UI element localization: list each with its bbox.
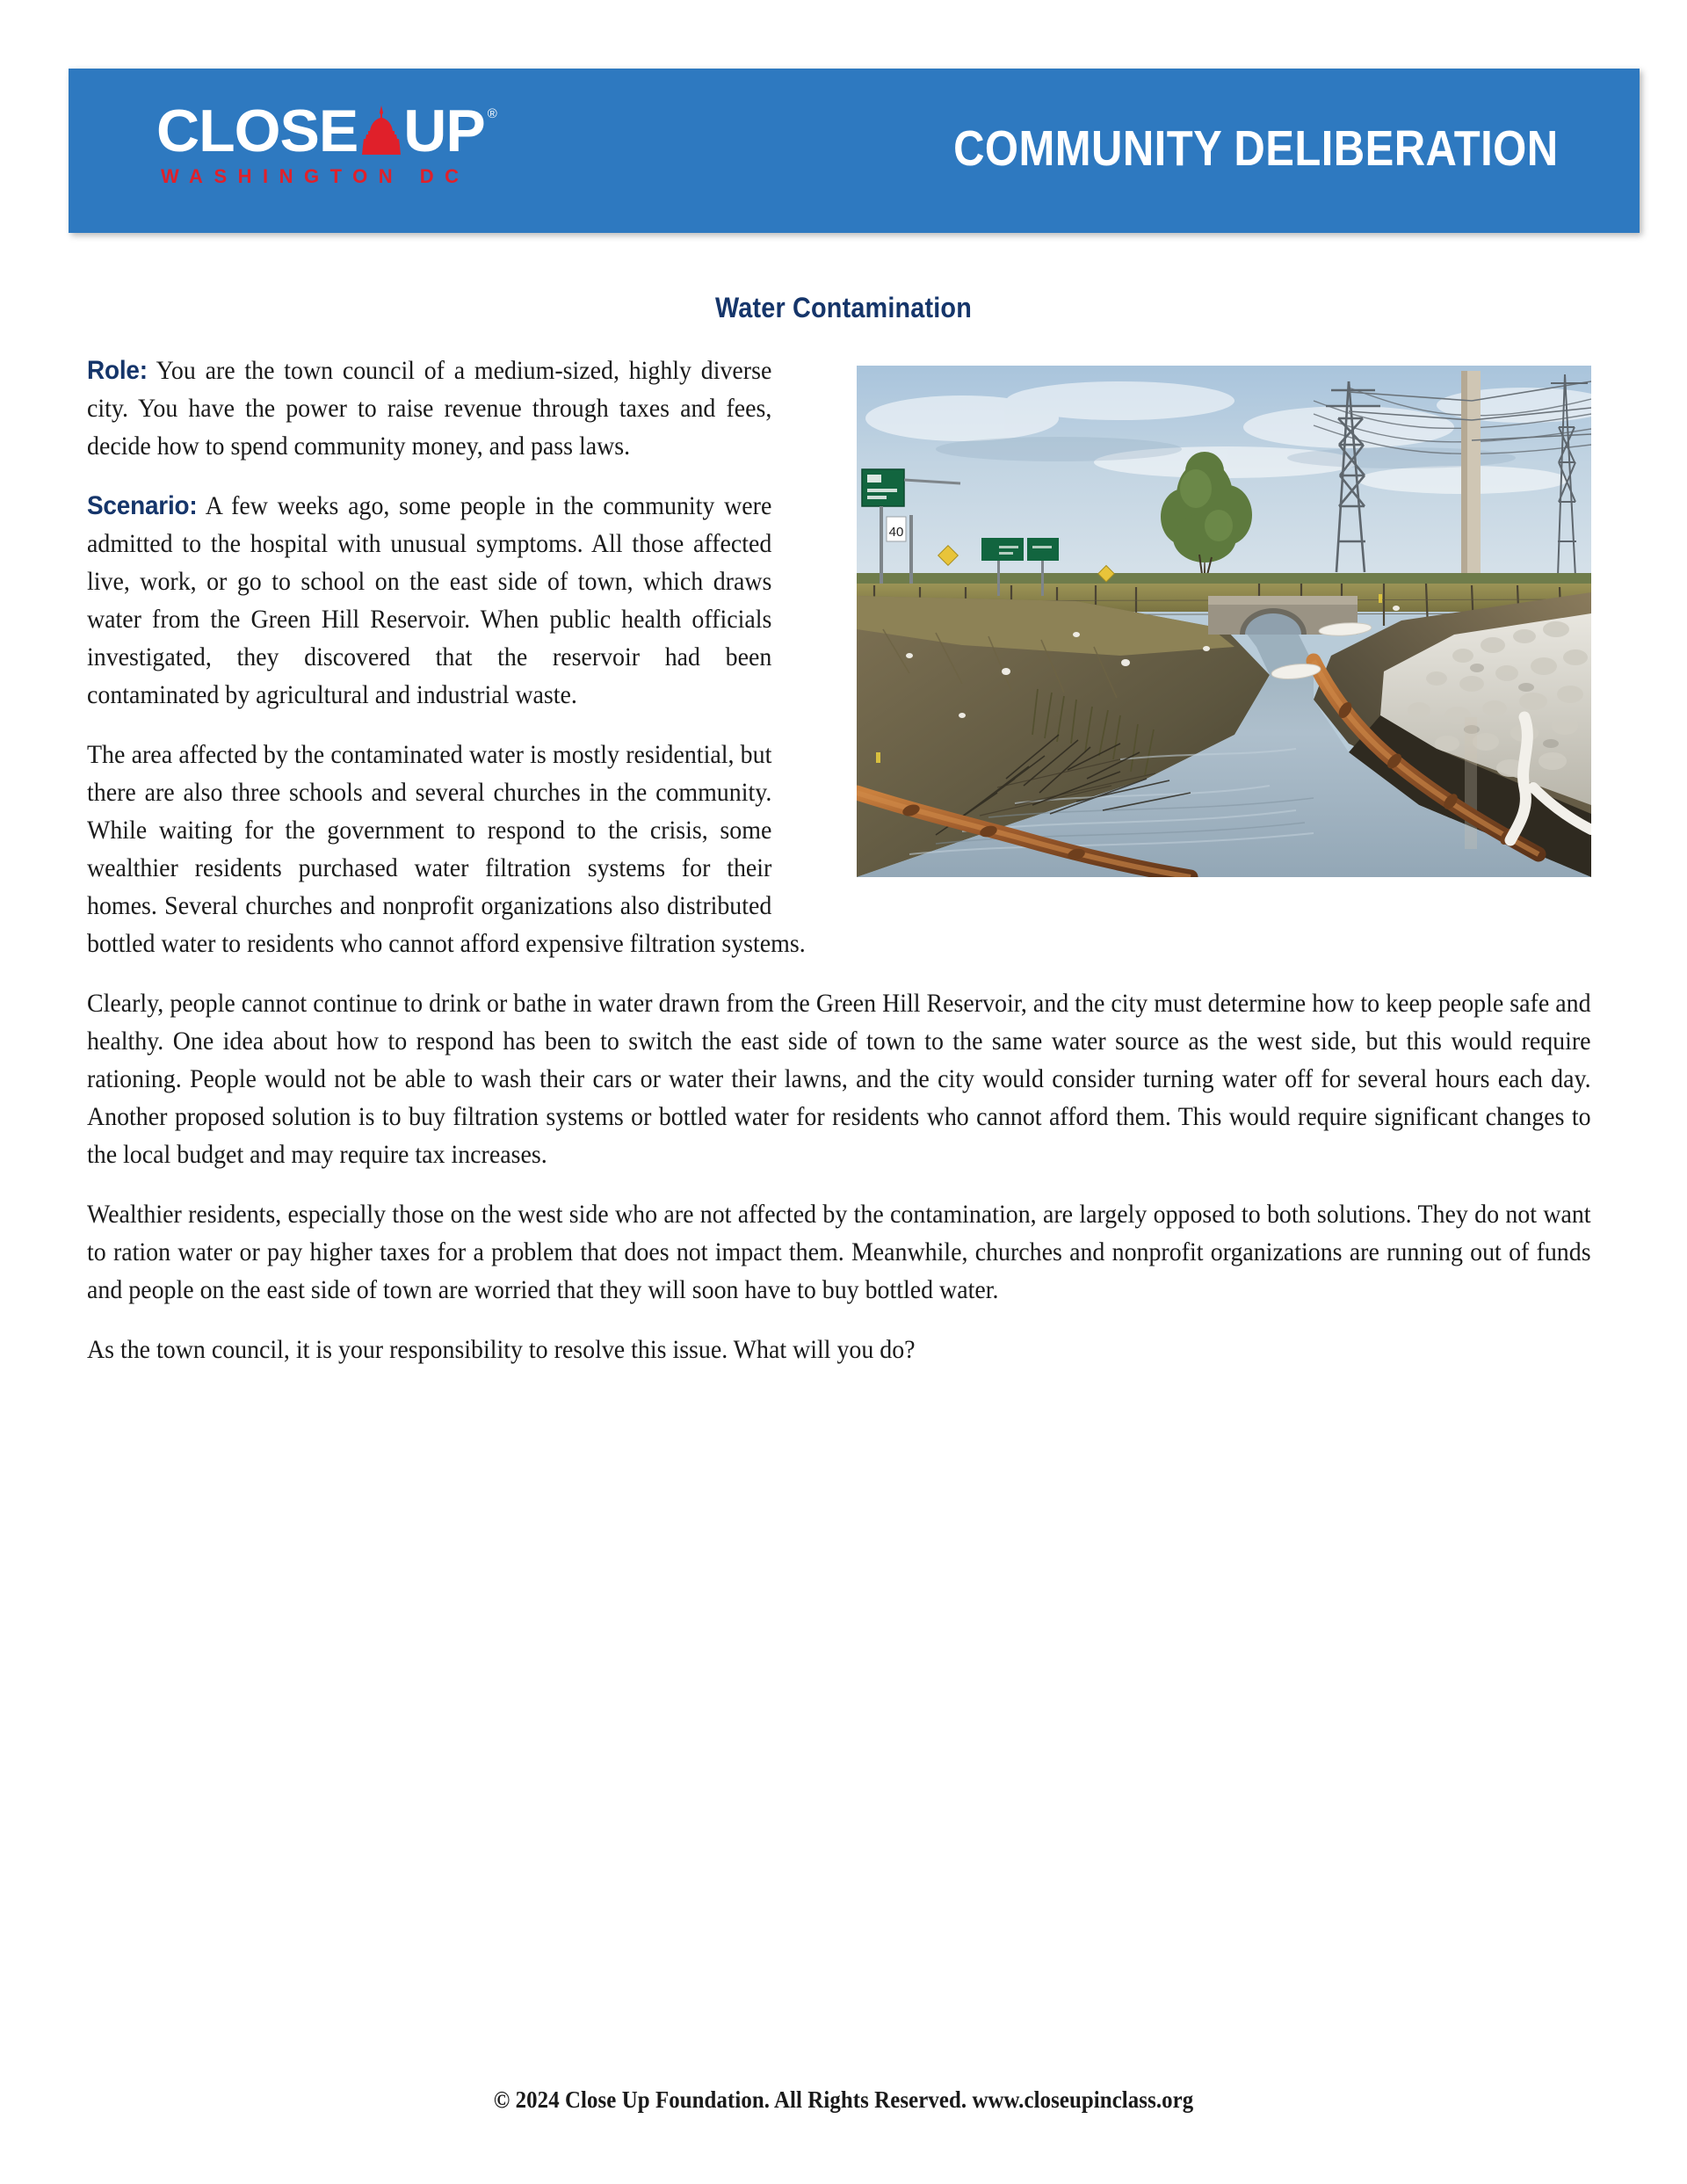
logo-word-up: UP [403, 98, 485, 164]
role-label: Role: [87, 356, 148, 385]
registered-trademark-icon: ® [487, 106, 497, 121]
svg-text:40: 40 [888, 525, 904, 540]
logo-wordmark [156, 98, 613, 164]
scenario-label: Scenario: [87, 491, 198, 520]
paragraph-4: Clearly, people cannot continue to drink or bathe in water drawn from the Green Hill Reservoir, and the city must determine how to keep people safe and healthy. One idea about how to respond has been to switch the east side of town to the same water source as the west side, but this would require rationing. People would not be able to wash their cars or water their lawns, and the city would consider turning water off for several hours each day. Another proposed solution is to buy filtration systems or bottled water for residents who cannot afford them. This would require significant changes to the local budget and may require tax increases. [87, 989, 1591, 1169]
capitol-dome-icon [361, 104, 402, 158]
paragraph-6: As the town council, it is your responsibility to resolve this issue. What will you do? [87, 1335, 916, 1364]
paragraph-3: The area affected by the contaminated water is mostly residential, but there are also three schools and several churches in the community. While waiting for the government to respond to the crisis, some wealthier residents purchased water filtration systems for their homes. Several churches and nonprofit organizations also distributed bottled water to residents who cannot afford expensive filtration systems. [87, 740, 806, 958]
scenario-text: A few weeks ago, some people in the community were admitted to the hospital with unusual symptoms. All those affected live, work, or go to school on the east side of town, which draws water from the Green Hill Reservoir. When public health officials investigated, they discovered that the reservoir had been contaminated by agricultural and industrial waste. [87, 491, 772, 709]
header-title: COMMUNITY DELIBERATION [953, 120, 1559, 177]
page-footer: © 2024 Close Up Foundation. All Rights Reserved. www.closeupinclass.org [493, 2086, 1194, 2113]
paragraph-5: Wealthier residents, especially those on the west side who are not affected by the contamination, are largely opposed to both solutions. They do not want to ration water or pay higher taxes for a problem that does not impact them. Meanwhile, churches and nonprofit organizations are running out of funds and people on the east side of town are worried that they will soon have to buy bottled water. [87, 1200, 1591, 1304]
close-up-logo [156, 98, 613, 200]
role-text: You are the town council of a medium-sized, highly diverse city. You have the power to raise revenue through taxes and fees, decide how to spend community money, and pass laws. [87, 356, 772, 461]
role-paragraph [87, 352, 1591, 465]
page-title: Water Contamination [715, 292, 972, 323]
document-content [87, 352, 1591, 1368]
scenario-paragraph [87, 487, 1591, 714]
logo-subtitle: WASHINGTON DC [161, 165, 470, 187]
logo-word-close: CLOSE [156, 98, 358, 164]
page-header-band [69, 69, 1640, 233]
